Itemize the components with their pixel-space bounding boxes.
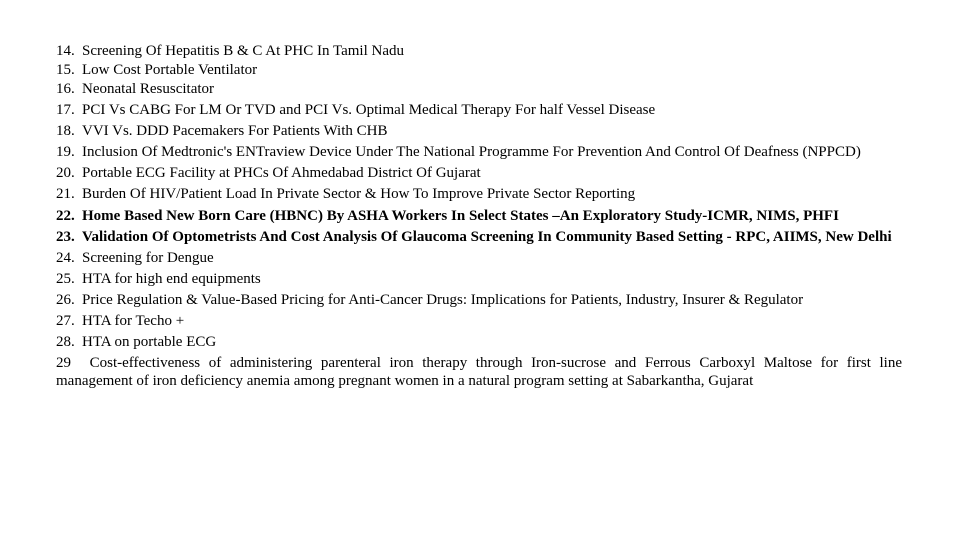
list-item	[56, 80, 902, 98]
item-text: Screening for Dengue	[82, 249, 214, 266]
item-text: Validation Of Optometrists And Cost Analysis Of Glaucoma Screening In Community Based Setting - RPC, AIIMS, New Delhi	[82, 228, 892, 245]
item-text: Portable ECG Facility at PHCs Of Ahmedabad District Of Gujarat	[82, 165, 481, 182]
item-text: Price Regulation & Value-Based Pricing for Anti-Cancer Drugs: Implications for Patients, Industry, Insurer & Regulator	[82, 291, 804, 308]
list-item	[56, 249, 902, 267]
list-item	[56, 228, 902, 246]
item-number: 23.	[56, 228, 75, 245]
list-item	[56, 42, 902, 60]
slide-content	[56, 42, 902, 393]
item-text: Cost-effectiveness of administering parenteral iron therapy through Iron-sucrose and Ferrous Carboxyl Maltose for first line management of iron deficiency anemia among pregnant women in a natural program setting at Sabarkantha, Gujarat	[56, 355, 903, 390]
item-text: HTA for high end equipments	[82, 270, 261, 287]
item-text: Inclusion Of Medtronic's ENTraview Device Under The National Programme For Prevention And Control Of Deafness (NPPCD)	[82, 144, 861, 161]
item-text: HTA on portable ECG	[82, 334, 217, 351]
list-item	[56, 333, 902, 351]
list-item	[56, 354, 902, 390]
list-item	[56, 61, 902, 79]
item-number: 16.	[56, 81, 75, 97]
item-number: 22.	[56, 207, 75, 224]
item-number: 19.	[56, 144, 75, 161]
list-item	[56, 122, 902, 140]
item-text: VVI Vs. DDD Pacemakers For Patients With CHB	[82, 123, 388, 140]
item-number: 27.	[56, 313, 75, 330]
list-item	[56, 312, 902, 330]
item-text: Home Based New Born Care (HBNC) By ASHA Workers In Select States –An Exploratory Study-ICMR, NIMS, PHFI	[82, 207, 839, 224]
item-number: 18.	[56, 123, 75, 140]
item-number: 29	[56, 355, 71, 372]
item-number: 24.	[56, 249, 75, 266]
list-item	[56, 164, 902, 182]
item-number: 28.	[56, 334, 75, 351]
list-item	[56, 143, 902, 161]
item-text: PCI Vs CABG For LM Or TVD and PCI Vs. Optimal Medical Therapy For half Vessel Disease	[82, 102, 656, 119]
list-item	[56, 185, 902, 203]
list-item	[56, 207, 902, 225]
item-number: 20.	[56, 165, 75, 182]
item-number: 15.	[56, 62, 75, 78]
item-text: Screening Of Hepatitis B & C At PHC In Tamil Nadu	[82, 43, 404, 59]
item-number: 14.	[56, 43, 75, 59]
list-item	[56, 291, 902, 309]
item-number: 21.	[56, 186, 75, 203]
item-text: HTA for Techo +	[82, 313, 185, 330]
item-number: 26.	[56, 291, 75, 308]
item-number: 17.	[56, 102, 75, 119]
item-text: Low Cost Portable Ventilator	[82, 62, 258, 78]
item-text: Burden Of HIV/Patient Load In Private Sector & How To Improve Private Sector Reporting	[82, 186, 636, 203]
list-item	[56, 270, 902, 288]
item-text: Neonatal Resuscitator	[82, 81, 215, 97]
list-item	[56, 101, 902, 119]
item-number: 25.	[56, 270, 75, 287]
